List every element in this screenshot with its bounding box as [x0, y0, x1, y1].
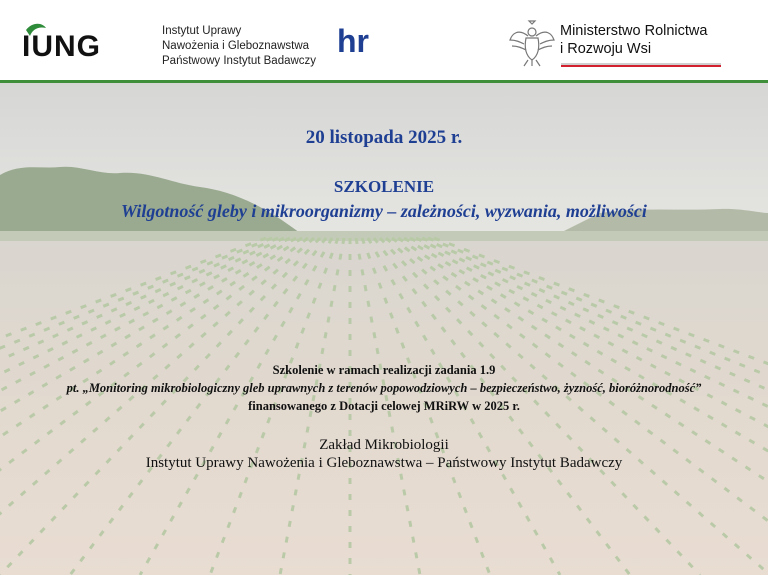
- ministry-name-line: Ministerstwo Rolnictwa: [560, 23, 708, 39]
- iung-logo: [20, 22, 155, 62]
- department-name: Zakład Mikrobiologii: [319, 437, 449, 453]
- funding-info-line: Szkolenie w ramach realizacji zadania 1.9: [272, 363, 496, 377]
- polish-eagle-emblem: [508, 18, 556, 68]
- ministry-name-line: i Rozwoju Wsi: [560, 41, 652, 57]
- hr-excellence-logo: [336, 22, 370, 58]
- training-topic: Wilgotność gleby i mikroorganizmy – zależności, wyzwania, możliwości: [121, 201, 647, 221]
- iung-name-line: Instytut Uprawy: [162, 25, 242, 37]
- iung-name: [162, 24, 316, 69]
- organizer: [0, 436, 768, 472]
- slide-content: [0, 83, 768, 575]
- ministry-flag-bar: [561, 63, 721, 67]
- hr-logo-text: hr: [337, 23, 369, 58]
- iung-name-line: Państwowy Instytut Badawczy: [162, 55, 317, 67]
- event-type: SZKOLENIE: [333, 177, 435, 196]
- funding-info: [0, 361, 768, 415]
- header-bar: [0, 0, 768, 80]
- ministry-name: [560, 22, 707, 58]
- project-title: pt. „Monitoring mikrobiologiczny gleb uprawnych z terenów popowodziowych – bezpieczeństwo, żyzność, bioróżnorodność”: [66, 381, 702, 395]
- iung-name-line: Nawożenia i Gleboznawstwa: [162, 40, 310, 52]
- iung-logo-text: IUNG: [22, 30, 101, 62]
- funding-info-line: finansowanego z Dotacji celowej MRiRW w 2025 r.: [248, 399, 520, 413]
- event-date: 20 listopada 2025 r.: [305, 127, 463, 148]
- institute-name: Instytut Uprawy Nawożenia i Gleboznawstwa – Państwowy Instytut Badawczy: [145, 455, 623, 471]
